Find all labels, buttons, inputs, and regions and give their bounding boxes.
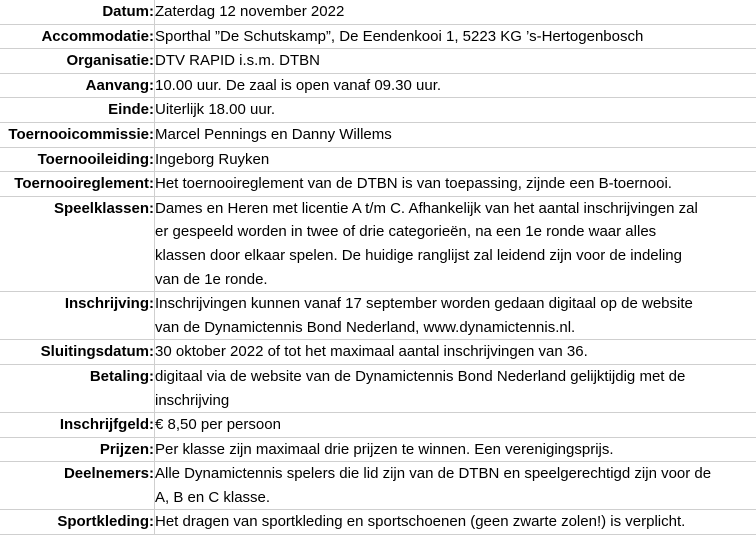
field-label-cell[interactable]: Datum: bbox=[0, 0, 155, 24]
table-row bbox=[0, 49, 756, 74]
field-label-cell[interactable]: Sluitingsdatum: bbox=[0, 340, 155, 365]
field-value-cell[interactable]: Uiterlijk 18.00 uur. bbox=[155, 98, 756, 123]
table-row bbox=[0, 292, 756, 340]
field-value-cell[interactable]: 30 oktober 2022 of tot het maximaal aantal inschrijvingen van 36. bbox=[155, 340, 756, 365]
field-label-cell[interactable]: Inschrijving: bbox=[0, 292, 155, 340]
field-label-cell[interactable]: Betaling: bbox=[0, 364, 155, 412]
table-row bbox=[0, 340, 756, 365]
field-label-cell[interactable]: Sportkleding: bbox=[0, 510, 155, 535]
field-value-cell[interactable]: DTV RAPID i.s.m. DTBN bbox=[155, 49, 756, 74]
table-row bbox=[0, 172, 756, 197]
table-row bbox=[0, 196, 756, 291]
table-row bbox=[0, 413, 756, 438]
table-row bbox=[0, 462, 756, 510]
field-label-cell[interactable]: Speelklassen: bbox=[0, 196, 155, 291]
field-value-cell[interactable]: Per klasse zijn maximaal drie prijzen te winnen. Een verenigingsprijs. bbox=[155, 437, 756, 462]
field-value-cell[interactable]: Ingeborg Ruyken bbox=[155, 147, 756, 172]
table-row bbox=[0, 73, 756, 98]
table-row bbox=[0, 364, 756, 412]
field-label-cell[interactable]: Toernooileiding: bbox=[0, 147, 155, 172]
field-value-cell[interactable]: Alle Dynamictennis spelers die lid zijn van de DTBN en speelgerechtigd zijn voor de A, B en C klasse. bbox=[155, 462, 756, 510]
field-value-cell[interactable]: digitaal via de website van de Dynamictennis Bond Nederland gelijktijdig met de inschrijving bbox=[155, 364, 756, 412]
field-label-cell[interactable]: Einde: bbox=[0, 98, 155, 123]
field-value-cell[interactable]: Inschrijvingen kunnen vanaf 17 september worden gedaan digitaal op de website van de Dynamictennis Bond Nederland, www.dynamictennis.nl. bbox=[155, 292, 756, 340]
field-value-cell[interactable]: Marcel Pennings en Danny Willems bbox=[155, 122, 756, 147]
field-label-cell[interactable]: Prijzen: bbox=[0, 437, 155, 462]
field-value-cell[interactable]: € 8,50 per persoon bbox=[155, 413, 756, 438]
field-label-cell[interactable]: Aanvang: bbox=[0, 73, 155, 98]
field-label-cell[interactable]: Organisatie: bbox=[0, 49, 155, 74]
field-value-cell[interactable]: Dames en Heren met licentie A t/m C. Afhankelijk van het aantal inschrijvingen zal er gespeeld worden in twee of drie categorieën, na een 1e ronde waar alles klassen door elkaar spelen. De huidige ranglijst zal leidend zijn voor de indeling van de 1e ronde. bbox=[155, 196, 756, 291]
field-label-cell[interactable]: Deelnemers: bbox=[0, 462, 155, 510]
field-value-cell[interactable]: Sporthal ”De Schutskamp”, De Eendenkooi 1, 5223 KG ’s-Hertogenbosch bbox=[155, 24, 756, 49]
field-value-cell[interactable]: 10.00 uur. De zaal is open vanaf 09.30 uur. bbox=[155, 73, 756, 98]
table-row bbox=[0, 98, 756, 123]
field-label-cell[interactable]: Inschrijfgeld: bbox=[0, 413, 155, 438]
field-label-cell[interactable]: Accommodatie: bbox=[0, 24, 155, 49]
table-row bbox=[0, 510, 756, 535]
field-label-cell[interactable]: Toernooireglement: bbox=[0, 172, 155, 197]
table-row bbox=[0, 122, 756, 147]
field-label-cell[interactable]: Toernooicommissie: bbox=[0, 122, 155, 147]
table-row bbox=[0, 0, 756, 24]
field-value-cell[interactable]: Zaterdag 12 november 2022 bbox=[155, 0, 756, 24]
table-row bbox=[0, 437, 756, 462]
table-row bbox=[0, 147, 756, 172]
field-value-cell[interactable]: Het dragen van sportkleding en sportschoenen (geen zwarte zolen!) is verplicht. bbox=[155, 510, 756, 535]
table-row bbox=[0, 24, 756, 49]
field-value-cell[interactable]: Het toernooireglement van de DTBN is van toepassing, zijnde een B-toernooi. bbox=[155, 172, 756, 197]
